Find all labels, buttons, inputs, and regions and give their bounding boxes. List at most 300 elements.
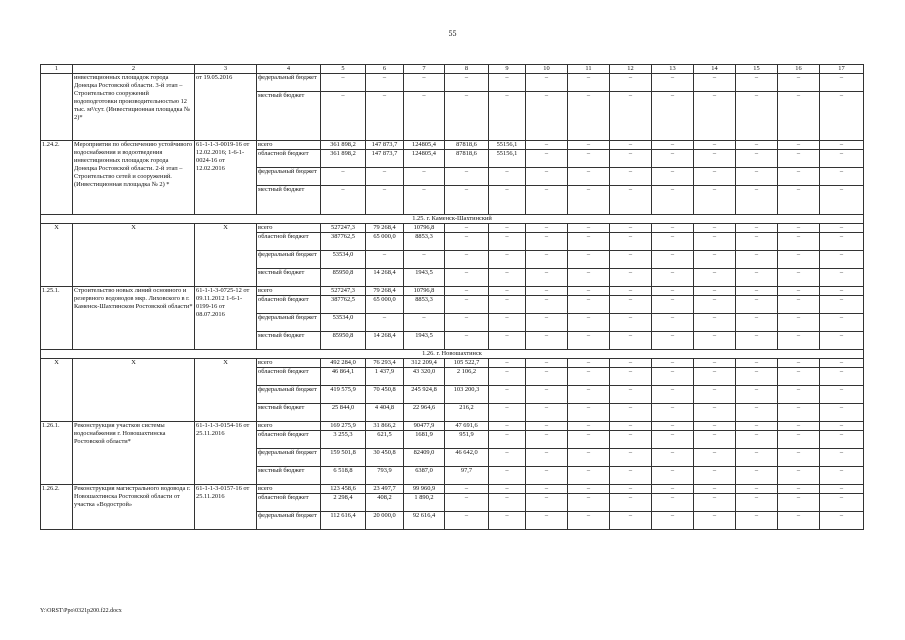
dash-cell: – — [610, 168, 652, 186]
dash-cell: – — [489, 404, 526, 422]
dash-cell: – — [568, 431, 610, 449]
dash-cell: – — [820, 92, 864, 141]
dash-cell: – — [694, 74, 736, 92]
dash-cell: – — [820, 224, 864, 233]
dash-cell: – — [736, 449, 778, 467]
dash-cell: – — [778, 74, 820, 92]
dash-cell: – — [489, 186, 526, 215]
dash-cell: – — [404, 92, 445, 141]
dash-cell: – — [568, 296, 610, 314]
dash-cell: – — [736, 404, 778, 422]
dash-cell: – — [652, 224, 694, 233]
dash-cell: – — [568, 422, 610, 431]
table-row — [41, 359, 864, 368]
dash-cell: – — [568, 287, 610, 296]
value-cell: 147 873,7 — [366, 150, 404, 168]
dash-cell: – — [526, 449, 568, 467]
value-cell: 8853,3 — [404, 233, 445, 251]
dash-cell: – — [445, 168, 489, 186]
budget-type-label: местный бюджет — [257, 269, 321, 287]
dash-cell: – — [736, 296, 778, 314]
dash-cell: – — [366, 168, 404, 186]
budget-type-label: областной бюджет — [257, 233, 321, 251]
dash-cell: – — [526, 287, 568, 296]
row-code: 1.26.2. — [41, 485, 73, 530]
dash-cell: – — [568, 251, 610, 269]
value-cell: 79 268,4 — [366, 287, 404, 296]
value-cell: 70 450,8 — [366, 386, 404, 404]
dash-cell: – — [694, 314, 736, 332]
dash-cell: – — [610, 296, 652, 314]
dash-cell: – — [610, 467, 652, 485]
dash-cell: – — [694, 404, 736, 422]
value-cell: 76 293,4 — [366, 359, 404, 368]
dash-cell: – — [652, 368, 694, 386]
dash-cell: – — [610, 422, 652, 431]
value-cell: 25 844,0 — [321, 404, 366, 422]
dash-cell: – — [694, 251, 736, 269]
dash-cell: – — [694, 92, 736, 141]
value-cell: 14 268,4 — [366, 269, 404, 287]
row-doc: 61-1-1-3-0154-16 от 25.11.2016 — [195, 422, 257, 485]
dash-cell: – — [778, 449, 820, 467]
value-cell: 90477,9 — [404, 422, 445, 431]
header-col-12: 12 — [610, 65, 652, 74]
dash-cell: – — [321, 168, 366, 186]
dash-cell: – — [694, 368, 736, 386]
dash-cell: – — [489, 467, 526, 485]
dash-cell: – — [610, 224, 652, 233]
row-name: Реконструкция участков системы водоснабжения г. Новошахтинска Ростовской области* — [73, 422, 195, 485]
dash-cell: – — [489, 251, 526, 269]
dash-cell: – — [610, 74, 652, 92]
value-cell: 1681,9 — [404, 431, 445, 449]
budget-type-label: федеральный бюджет — [257, 386, 321, 404]
dash-cell: – — [568, 485, 610, 494]
dash-cell: – — [445, 512, 489, 530]
dash-cell: – — [778, 332, 820, 350]
budget-type-label: федеральный бюджет — [257, 512, 321, 530]
dash-cell: – — [652, 186, 694, 215]
dash-cell: – — [489, 512, 526, 530]
dash-cell: – — [445, 251, 489, 269]
dash-cell: – — [526, 512, 568, 530]
dash-cell: – — [736, 186, 778, 215]
budget-table — [40, 64, 864, 530]
row-doc: 61-1-1-3-0157-16 от 25.11.2016 — [195, 485, 257, 530]
dash-cell: – — [736, 494, 778, 512]
row-code: 1.25.1. — [41, 287, 73, 350]
value-cell: 3 255,3 — [321, 431, 366, 449]
page-number: 55 — [448, 29, 457, 38]
dash-cell: – — [445, 269, 489, 287]
dash-cell: – — [736, 269, 778, 287]
value-cell: 4 404,8 — [366, 404, 404, 422]
dash-cell: – — [736, 141, 778, 150]
dash-cell: – — [652, 150, 694, 168]
dash-cell: – — [445, 233, 489, 251]
dash-cell: – — [736, 251, 778, 269]
value-cell: 20 000,0 — [366, 512, 404, 530]
dash-cell: – — [694, 422, 736, 431]
section-row — [41, 215, 864, 224]
row-doc: от 19.05.2016 — [195, 74, 257, 141]
dash-cell: – — [404, 186, 445, 215]
dash-cell: – — [820, 494, 864, 512]
dash-cell: – — [526, 404, 568, 422]
budget-type-label: местный бюджет — [257, 92, 321, 141]
dash-cell: – — [778, 224, 820, 233]
row-name: Строительство новых линий основного и резервного водоводов мкр. Лиховского в г. Каменск-Шахтинском Ростовской области* — [73, 287, 195, 350]
dash-cell: – — [736, 368, 778, 386]
budget-type-label: всего — [257, 287, 321, 296]
budget-type-label: местный бюджет — [257, 332, 321, 350]
dash-cell: – — [820, 485, 864, 494]
dash-cell: – — [652, 233, 694, 251]
header-col-17: 17 — [820, 65, 864, 74]
header-col-11: 11 — [568, 65, 610, 74]
dash-cell: – — [321, 74, 366, 92]
dash-cell: – — [820, 269, 864, 287]
dash-cell: – — [568, 141, 610, 150]
row-doc: 61-1-1-3-0725-12 от 09.11.2012 1-6-1-0199-16 от 08.07.2016 — [195, 287, 257, 350]
dash-cell: – — [736, 233, 778, 251]
dash-cell: – — [694, 287, 736, 296]
value-cell: 793,9 — [366, 467, 404, 485]
value-cell: 124805,4 — [404, 150, 445, 168]
dash-cell: – — [652, 386, 694, 404]
dash-cell: – — [652, 431, 694, 449]
dash-cell: – — [820, 168, 864, 186]
dash-cell: – — [445, 314, 489, 332]
value-cell: 10796,8 — [404, 287, 445, 296]
dash-cell: – — [489, 332, 526, 350]
value-cell: 65 000,0 — [366, 296, 404, 314]
dash-cell: – — [778, 314, 820, 332]
dash-cell: – — [778, 269, 820, 287]
budget-type-label: федеральный бюджет — [257, 449, 321, 467]
value-cell: 79 268,4 — [366, 224, 404, 233]
dash-cell: – — [445, 296, 489, 314]
budget-type-label: местный бюджет — [257, 186, 321, 215]
dash-cell: – — [820, 368, 864, 386]
row-doc: X — [195, 224, 257, 287]
dash-cell: – — [526, 422, 568, 431]
dash-cell: – — [489, 92, 526, 141]
dash-cell: – — [778, 494, 820, 512]
dash-cell: – — [736, 314, 778, 332]
value-cell: 53534,0 — [321, 251, 366, 269]
value-cell: 87818,6 — [445, 141, 489, 150]
value-cell: 951,9 — [445, 431, 489, 449]
row-name: X — [73, 359, 195, 422]
dash-cell: – — [404, 314, 445, 332]
dash-cell: – — [652, 74, 694, 92]
dash-cell: – — [778, 386, 820, 404]
value-cell: 2 106,2 — [445, 368, 489, 386]
dash-cell: – — [778, 233, 820, 251]
dash-cell: – — [820, 150, 864, 168]
dash-cell: – — [778, 368, 820, 386]
budget-type-label: всего — [257, 224, 321, 233]
dash-cell: – — [568, 512, 610, 530]
dash-cell: – — [652, 141, 694, 150]
value-cell: 245 924,8 — [404, 386, 445, 404]
value-cell: 1943,5 — [404, 332, 445, 350]
dash-cell: – — [820, 431, 864, 449]
dash-cell: – — [820, 404, 864, 422]
dash-cell: – — [445, 494, 489, 512]
header-col-7: 7 — [404, 65, 445, 74]
dash-cell: – — [489, 431, 526, 449]
dash-cell: – — [568, 404, 610, 422]
dash-cell: – — [652, 449, 694, 467]
dash-cell: – — [778, 512, 820, 530]
dash-cell: – — [820, 287, 864, 296]
dash-cell: – — [489, 485, 526, 494]
dash-cell: – — [778, 359, 820, 368]
dash-cell: – — [610, 233, 652, 251]
budget-type-label: федеральный бюджет — [257, 168, 321, 186]
dash-cell: – — [820, 251, 864, 269]
value-cell: 14 268,4 — [366, 332, 404, 350]
dash-cell: – — [526, 186, 568, 215]
dash-cell: – — [568, 332, 610, 350]
dash-cell: – — [610, 186, 652, 215]
row-code — [41, 74, 73, 141]
dash-cell: – — [489, 296, 526, 314]
dash-cell: – — [568, 269, 610, 287]
dash-cell: – — [778, 141, 820, 150]
row-doc: 61-1-1-3-0019-16 от 12.02.2016; 1-6-1-0024-16 от 12.02.2016 — [195, 141, 257, 215]
value-cell: 99 960,9 — [404, 485, 445, 494]
dash-cell: – — [366, 92, 404, 141]
dash-cell: – — [610, 314, 652, 332]
table-row — [41, 485, 864, 494]
dash-cell: – — [778, 467, 820, 485]
header-col-10: 10 — [526, 65, 568, 74]
dash-cell: – — [778, 431, 820, 449]
dash-cell: – — [652, 422, 694, 431]
value-cell: 123 458,6 — [321, 485, 366, 494]
dash-cell: – — [820, 141, 864, 150]
table-row — [41, 74, 864, 92]
value-cell: 31 866,2 — [366, 422, 404, 431]
dash-cell: – — [694, 168, 736, 186]
value-cell: 105 522,7 — [445, 359, 489, 368]
dash-cell: – — [526, 269, 568, 287]
dash-cell: – — [404, 251, 445, 269]
dash-cell: – — [820, 386, 864, 404]
dash-cell: – — [489, 449, 526, 467]
dash-cell: – — [610, 404, 652, 422]
dash-cell: – — [778, 287, 820, 296]
dash-cell: – — [445, 224, 489, 233]
dash-cell: – — [445, 74, 489, 92]
value-cell: 2 298,4 — [321, 494, 366, 512]
budget-type-label: местный бюджет — [257, 467, 321, 485]
dash-cell: – — [489, 168, 526, 186]
row-code: 1.26.1. — [41, 422, 73, 485]
value-cell: 92 616,4 — [404, 512, 445, 530]
dash-cell: – — [778, 168, 820, 186]
dash-cell: – — [404, 168, 445, 186]
dash-cell: – — [526, 168, 568, 186]
dash-cell: – — [610, 368, 652, 386]
dash-cell: – — [610, 150, 652, 168]
dash-cell: – — [652, 251, 694, 269]
value-cell: 216,2 — [445, 404, 489, 422]
budget-type-label: областной бюджет — [257, 431, 321, 449]
dash-cell: – — [694, 186, 736, 215]
dash-cell: – — [489, 233, 526, 251]
dash-cell: – — [568, 186, 610, 215]
dash-cell: – — [526, 150, 568, 168]
dash-cell: – — [694, 386, 736, 404]
dash-cell: – — [526, 251, 568, 269]
dash-cell: – — [736, 386, 778, 404]
value-cell: 621,5 — [366, 431, 404, 449]
dash-cell: – — [610, 332, 652, 350]
value-cell: 361 898,2 — [321, 150, 366, 168]
value-cell: 23 497,7 — [366, 485, 404, 494]
value-cell: 1 437,9 — [366, 368, 404, 386]
value-cell: 361 898,2 — [321, 141, 366, 150]
dash-cell: – — [489, 74, 526, 92]
dash-cell: – — [445, 332, 489, 350]
value-cell: 87818,6 — [445, 150, 489, 168]
dash-cell: – — [652, 168, 694, 186]
dash-cell: – — [489, 314, 526, 332]
dash-cell: – — [489, 359, 526, 368]
value-cell: 147 873,7 — [366, 141, 404, 150]
dash-cell: – — [736, 359, 778, 368]
value-cell: 387762,5 — [321, 233, 366, 251]
dash-cell: – — [526, 224, 568, 233]
dash-cell: – — [778, 186, 820, 215]
dash-cell: – — [736, 485, 778, 494]
dash-cell: – — [610, 359, 652, 368]
budget-type-label: областной бюджет — [257, 296, 321, 314]
dash-cell: – — [652, 494, 694, 512]
dash-cell: – — [694, 485, 736, 494]
value-cell: 55156,1 — [489, 141, 526, 150]
dash-cell: – — [736, 332, 778, 350]
budget-type-label: областной бюджет — [257, 150, 321, 168]
dash-cell: – — [568, 467, 610, 485]
value-cell: 8853,3 — [404, 296, 445, 314]
dash-cell: – — [321, 186, 366, 215]
value-cell: 43 320,0 — [404, 368, 445, 386]
dash-cell: – — [445, 485, 489, 494]
value-cell: 55156,1 — [489, 150, 526, 168]
header-col-9: 9 — [489, 65, 526, 74]
dash-cell: – — [568, 92, 610, 141]
dash-cell: – — [568, 386, 610, 404]
dash-cell: – — [694, 269, 736, 287]
dash-cell: – — [652, 332, 694, 350]
dash-cell: – — [321, 92, 366, 141]
dash-cell: – — [366, 251, 404, 269]
dash-cell: – — [694, 150, 736, 168]
dash-cell: – — [736, 431, 778, 449]
dash-cell: – — [736, 224, 778, 233]
value-cell: 6 518,8 — [321, 467, 366, 485]
value-cell: 22 964,6 — [404, 404, 445, 422]
dash-cell: – — [778, 485, 820, 494]
dash-cell: – — [526, 386, 568, 404]
dash-cell: – — [820, 449, 864, 467]
section-row — [41, 350, 864, 359]
dash-cell: – — [610, 449, 652, 467]
dash-cell: – — [778, 92, 820, 141]
table-row — [41, 141, 864, 150]
dash-cell: – — [820, 233, 864, 251]
budget-type-label: всего — [257, 422, 321, 431]
dash-cell: – — [489, 386, 526, 404]
dash-cell: – — [526, 485, 568, 494]
value-cell: 6387,0 — [404, 467, 445, 485]
value-cell: 387762,5 — [321, 296, 366, 314]
row-name: инвестиционных площадок города Донецка Ростовской области. 3-й этап – Строительство сооружений водоподготовки производительностью 12 тыс. м³/сут. (Инвестиционная площадка № 2)* — [73, 74, 195, 141]
dash-cell: – — [526, 368, 568, 386]
table-row — [41, 287, 864, 296]
row-code: X — [41, 224, 73, 287]
dash-cell: – — [736, 168, 778, 186]
dash-cell: – — [526, 494, 568, 512]
dash-cell: – — [694, 224, 736, 233]
dash-cell: – — [526, 314, 568, 332]
dash-cell: – — [820, 359, 864, 368]
dash-cell: – — [489, 494, 526, 512]
dash-cell: – — [652, 404, 694, 422]
budget-type-label: всего — [257, 485, 321, 494]
dash-cell: – — [736, 467, 778, 485]
header-col-15: 15 — [736, 65, 778, 74]
dash-cell: – — [694, 296, 736, 314]
dash-cell: – — [526, 332, 568, 350]
dash-cell: – — [526, 141, 568, 150]
section-title: 1.25. г. Каменск-Шахтинский — [41, 215, 864, 224]
dash-cell: – — [489, 224, 526, 233]
dash-cell: – — [610, 251, 652, 269]
value-cell: 1943,5 — [404, 269, 445, 287]
dash-cell: – — [526, 359, 568, 368]
dash-cell: – — [489, 287, 526, 296]
budget-type-label: всего — [257, 359, 321, 368]
dash-cell: – — [736, 422, 778, 431]
dash-cell: – — [610, 92, 652, 141]
dash-cell: – — [489, 422, 526, 431]
dash-cell: – — [366, 74, 404, 92]
dash-cell: – — [610, 386, 652, 404]
value-cell: 10796,8 — [404, 224, 445, 233]
dash-cell: – — [404, 74, 445, 92]
dash-cell: – — [694, 233, 736, 251]
value-cell: 85950,8 — [321, 332, 366, 350]
dash-cell: – — [526, 92, 568, 141]
header-col-14: 14 — [694, 65, 736, 74]
dash-cell: – — [445, 287, 489, 296]
value-cell: 46 864,1 — [321, 368, 366, 386]
dash-cell: – — [694, 467, 736, 485]
dash-cell: – — [445, 92, 489, 141]
budget-type-label: федеральный бюджет — [257, 314, 321, 332]
section-title: 1.26. г. Новошахтинск — [41, 350, 864, 359]
dash-cell: – — [526, 233, 568, 251]
row-name: X — [73, 224, 195, 287]
value-cell: 85950,8 — [321, 269, 366, 287]
